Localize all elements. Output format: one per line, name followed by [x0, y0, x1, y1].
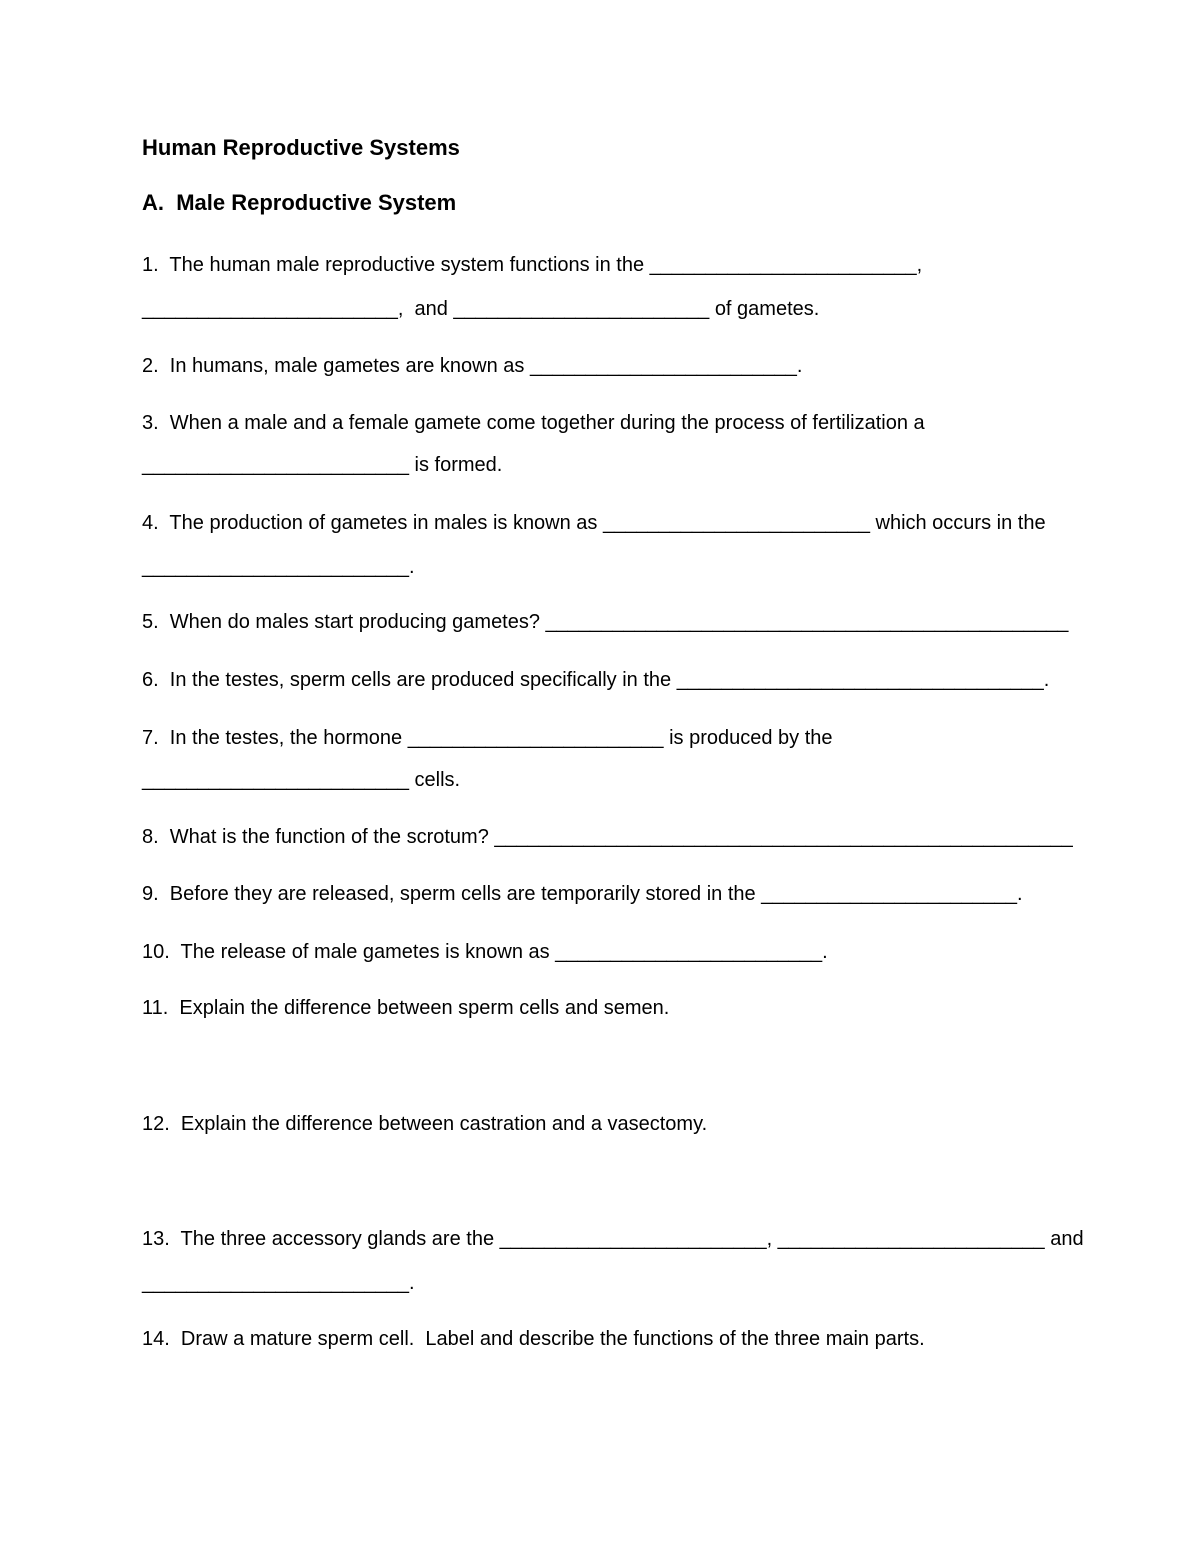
question-3-line-1: 3. When a male and a female gamete come together during the process of fertilization a [142, 412, 925, 434]
question-3-line-2: ________________________ is formed. [142, 454, 503, 476]
section-heading: A. Male Reproductive System [142, 190, 457, 215]
question-2: 2. In humans, male gametes are known as ________________________. [142, 355, 803, 377]
question-4-line-2: ________________________. [142, 556, 415, 578]
question-11: 11. Explain the difference between sperm cells and semen. [142, 997, 670, 1019]
question-13-line-1: 13. The three accessory glands are the ________________________, ________________________ and [142, 1228, 1084, 1250]
question-14: 14. Draw a mature sperm cell. Label and describe the functions of the three main parts. [142, 1328, 925, 1350]
page-title: Human Reproductive Systems [142, 135, 460, 160]
question-7-line-2: ________________________ cells. [142, 769, 461, 791]
question-9: 9. Before they are released, sperm cells are temporarily stored in the _______________________. [142, 883, 1023, 905]
question-13-line-2: ________________________. [142, 1272, 415, 1294]
question-1-line-1: 1. The human male reproductive system functions in the ________________________, [142, 254, 923, 276]
question-10: 10. The release of male gametes is known as ________________________. [142, 941, 828, 963]
question-5: 5. When do males start producing gametes? _______________________________________________ [142, 611, 1069, 633]
question-6: 6. In the testes, sperm cells are produced specifically in the _________________________________. [142, 669, 1050, 691]
question-7-line-1: 7. In the testes, the hormone _______________________ is produced by the [142, 727, 833, 749]
question-1-line-2: _______________________, and _______________________ of gametes. [142, 298, 820, 320]
question-8: 8. What is the function of the scrotum? ____________________________________________________ [142, 826, 1073, 848]
question-12: 12. Explain the difference between castration and a vasectomy. [142, 1113, 708, 1135]
question-4-line-1: 4. The production of gametes in males is known as ________________________ which occurs in the [142, 512, 1046, 534]
